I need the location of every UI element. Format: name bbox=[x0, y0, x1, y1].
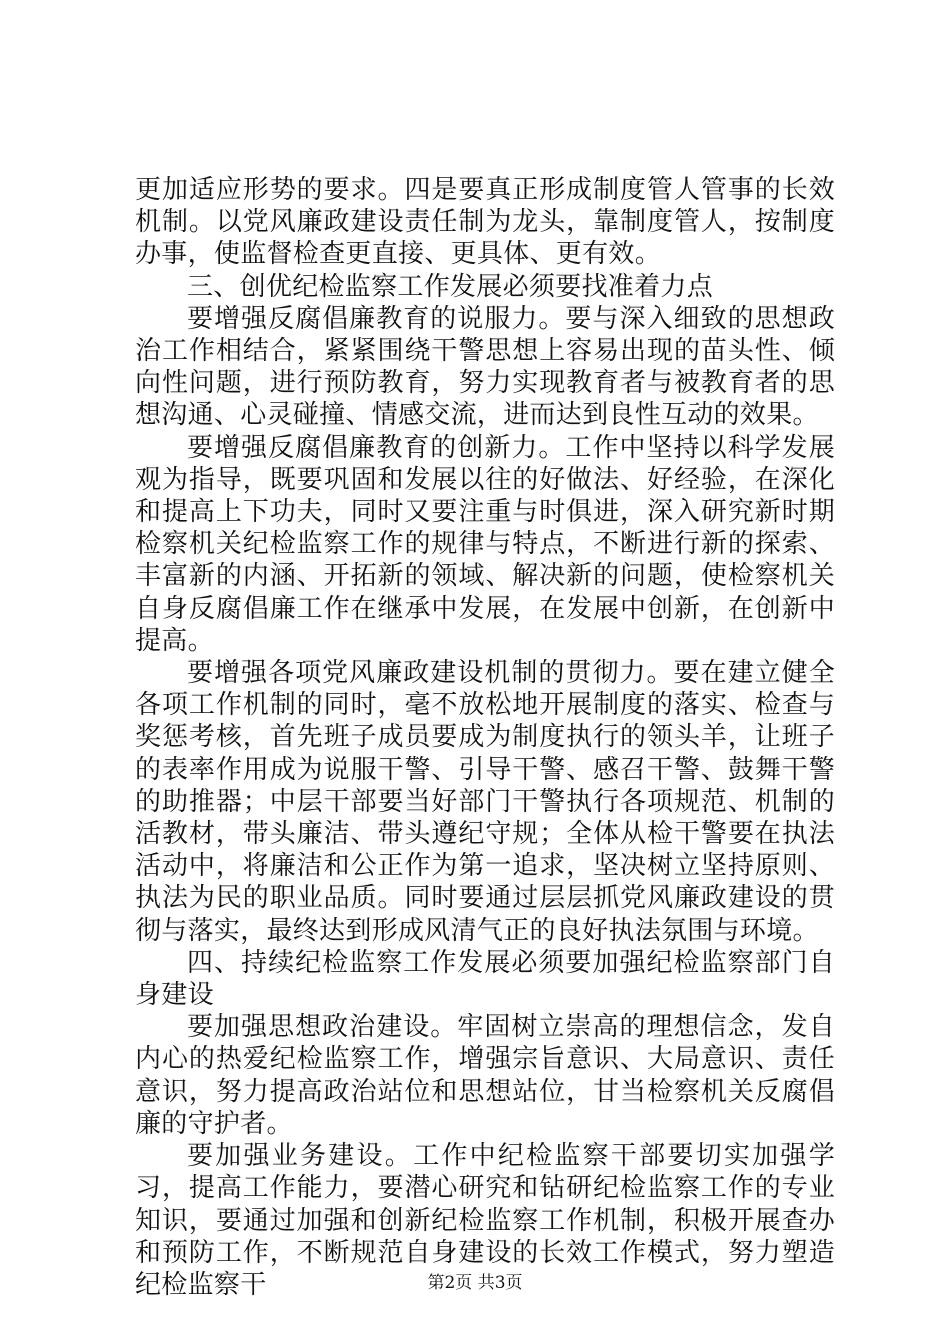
paragraph-continuation: 更加适应形势的要求。四是要真正形成制度管人管事的长效机制。以党风廉政建设责任制为龙头，靠制度管人，按制度办事，使监督检查更直接、更具体、更有效。 bbox=[135, 175, 835, 270]
section-heading-3: 三、创优纪检监察工作发展必须要找准着力点 bbox=[187, 271, 714, 302]
paragraph-implementation: 要增强各项党风廉政建设机制的贯彻力。要在建立健全各项工作机制的同时，毫不放松地开展制度的落实、检查与奖惩考核，首先班子成员要成为制度执行的领头羊，让班子的表率作用成为说服干警、引导干警、感召干警、鼓舞干警的助推器；中层干部要当好部门干警执行各项规范、机制的活教材，带头廉洁、带头遵纪守规；全体从检干警要在执法活动中，将廉洁和公正作为第一追求，坚决树立坚持原则、执法为民的职业品质。同时要通过层层抓党风廉政建设的贯彻与落实，最终达到形成风清气正的良好执法氛围与环境。 bbox=[135, 658, 835, 946]
page-number: 第2页 共3页 bbox=[427, 1273, 523, 1293]
document-body bbox=[135, 174, 835, 1301]
section-heading-4: 四、持续纪检监察工作发展必须要加强纪检监察部门自身建设 bbox=[135, 947, 835, 1011]
paragraph-persuasion: 要增强反腐倡廉教育的说服力。要与深入细致的思想政治工作相结合，紧紧围绕干警思想上容易出现的苗头性、倾向性问题，进行预防教育，努力实现教育者与被教育者的思想沟通、心灵碰撞、情感交流，进而达到良性互动的效果。 bbox=[135, 303, 835, 431]
paragraph-ideology: 要加强思想政治建设。牢固树立崇高的理想信念，发自内心的热爱纪检监察工作，增强宗旨意识、大局意识、责任意识，努力提高政治站位和思想站位，甘当检察机关反腐倡廉的守护者。 bbox=[135, 1012, 835, 1139]
paragraph-business: 要加强业务建设。工作中纪检监察干部要切实加强学习，提高工作能力，要潜心研究和钻研纪检监察工作的专业知识，要通过加强和创新纪检监察工作机制，积极开展查办和预防工作，不断规范自身建设的长效工作模式，努力塑造纪检监察干 bbox=[135, 1141, 835, 1300]
paragraph-innovation: 要增强反腐倡廉教育的创新力。工作中坚持以科学发展观为指导，既要巩固和发展以往的好做法、好经验，在深化和提高上下功夫，同时又要注重与时俱进，深入研究新时期检察机关纪检监察工作的规律与特点，不断进行新的探索、丰富新的内涵、开拓新的领域、解决新的问题，使检察机关自身反腐倡廉工作在继承中发展，在发展中创新，在创新中提高。 bbox=[135, 432, 835, 656]
page-footer bbox=[0, 1272, 950, 1294]
